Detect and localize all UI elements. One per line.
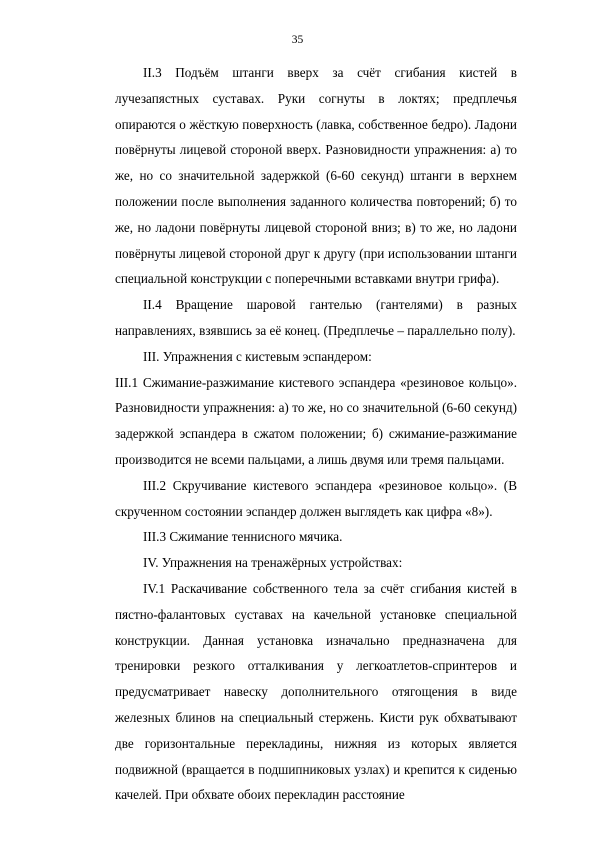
paragraph-ii-4: II.4 Вращение шаровой гантелью (гантелями) в разных направлениях, взявшись за её конец. (Предплечье – параллельно полу). [115, 297, 517, 338]
paragraph-ii-3: II.3 Подъём штанги вверх за счёт сгибания кистей в лучезапястных суставах. Руки согнуты в локтях; предплечья опираются о жёсткую поверхность (лавка, собственное бедро). Ладони повёрнуты лицевой стороной вверх. Разновидности упражнения: а) то же, но со значительной задержкой (6-60 секунд) штанги в верхнем положении после выполнения заданного количества повторений; б) то же, но ладони повёрнуты лицевой стороной вниз; в) то же, но ладони повёрнуты лицевой стороной друг к другу (при использовании штанги специальной конструкции с поперечными вставками внутри грифа). [115, 65, 517, 287]
page-number: 35 [291, 34, 304, 46]
section-heading-iv: IV. Упражнения на тренажёрных устройствах: [143, 555, 403, 571]
paragraph-iv-1: IV.1 Раскачивание собственного тела за счёт сгибания кистей в пястно-фалантовых суставах на качельной установке специальной конструкции. Данная установка изначально предназначена для тренировки резкого отталкивания у легкоатлетов-спринтеров и предусматривает навеску дополнительного отягощения в виде железных блинов на специальный стержень. Кисти рук обхватывают две горизонтальные перекладины, нижняя из которых является подвижной (вращается в подшипниковых узлах) и крепится к сиденью качелей. При обхвате обоих перекладин расстояние [115, 580, 517, 803]
section-heading-iii: III. Упражнения с кистевым эспандером: [143, 348, 372, 364]
paragraph-iii-1: III.1 Сжимание-разжимание кистевого эспандера «резиновое кольцо». Разновидности упражнения: а) то же, но со значительной (6-60 секунд) задержкой эспандера в сжатом положении; б) сжимание-разжимание производится не всеми пальцами, а лишь двумя или тремя пальцами. [115, 374, 517, 467]
body-text [115, 60, 517, 808]
paragraph-iii-3: III.3 Сжимание теннисного мячика. [143, 529, 343, 545]
paragraph-iii-2: III.2 Скручивание кистевого эспандера «резиновое кольцо». (В скрученном состоянии эспандер должен выглядеть как цифра «8»). [115, 477, 517, 519]
